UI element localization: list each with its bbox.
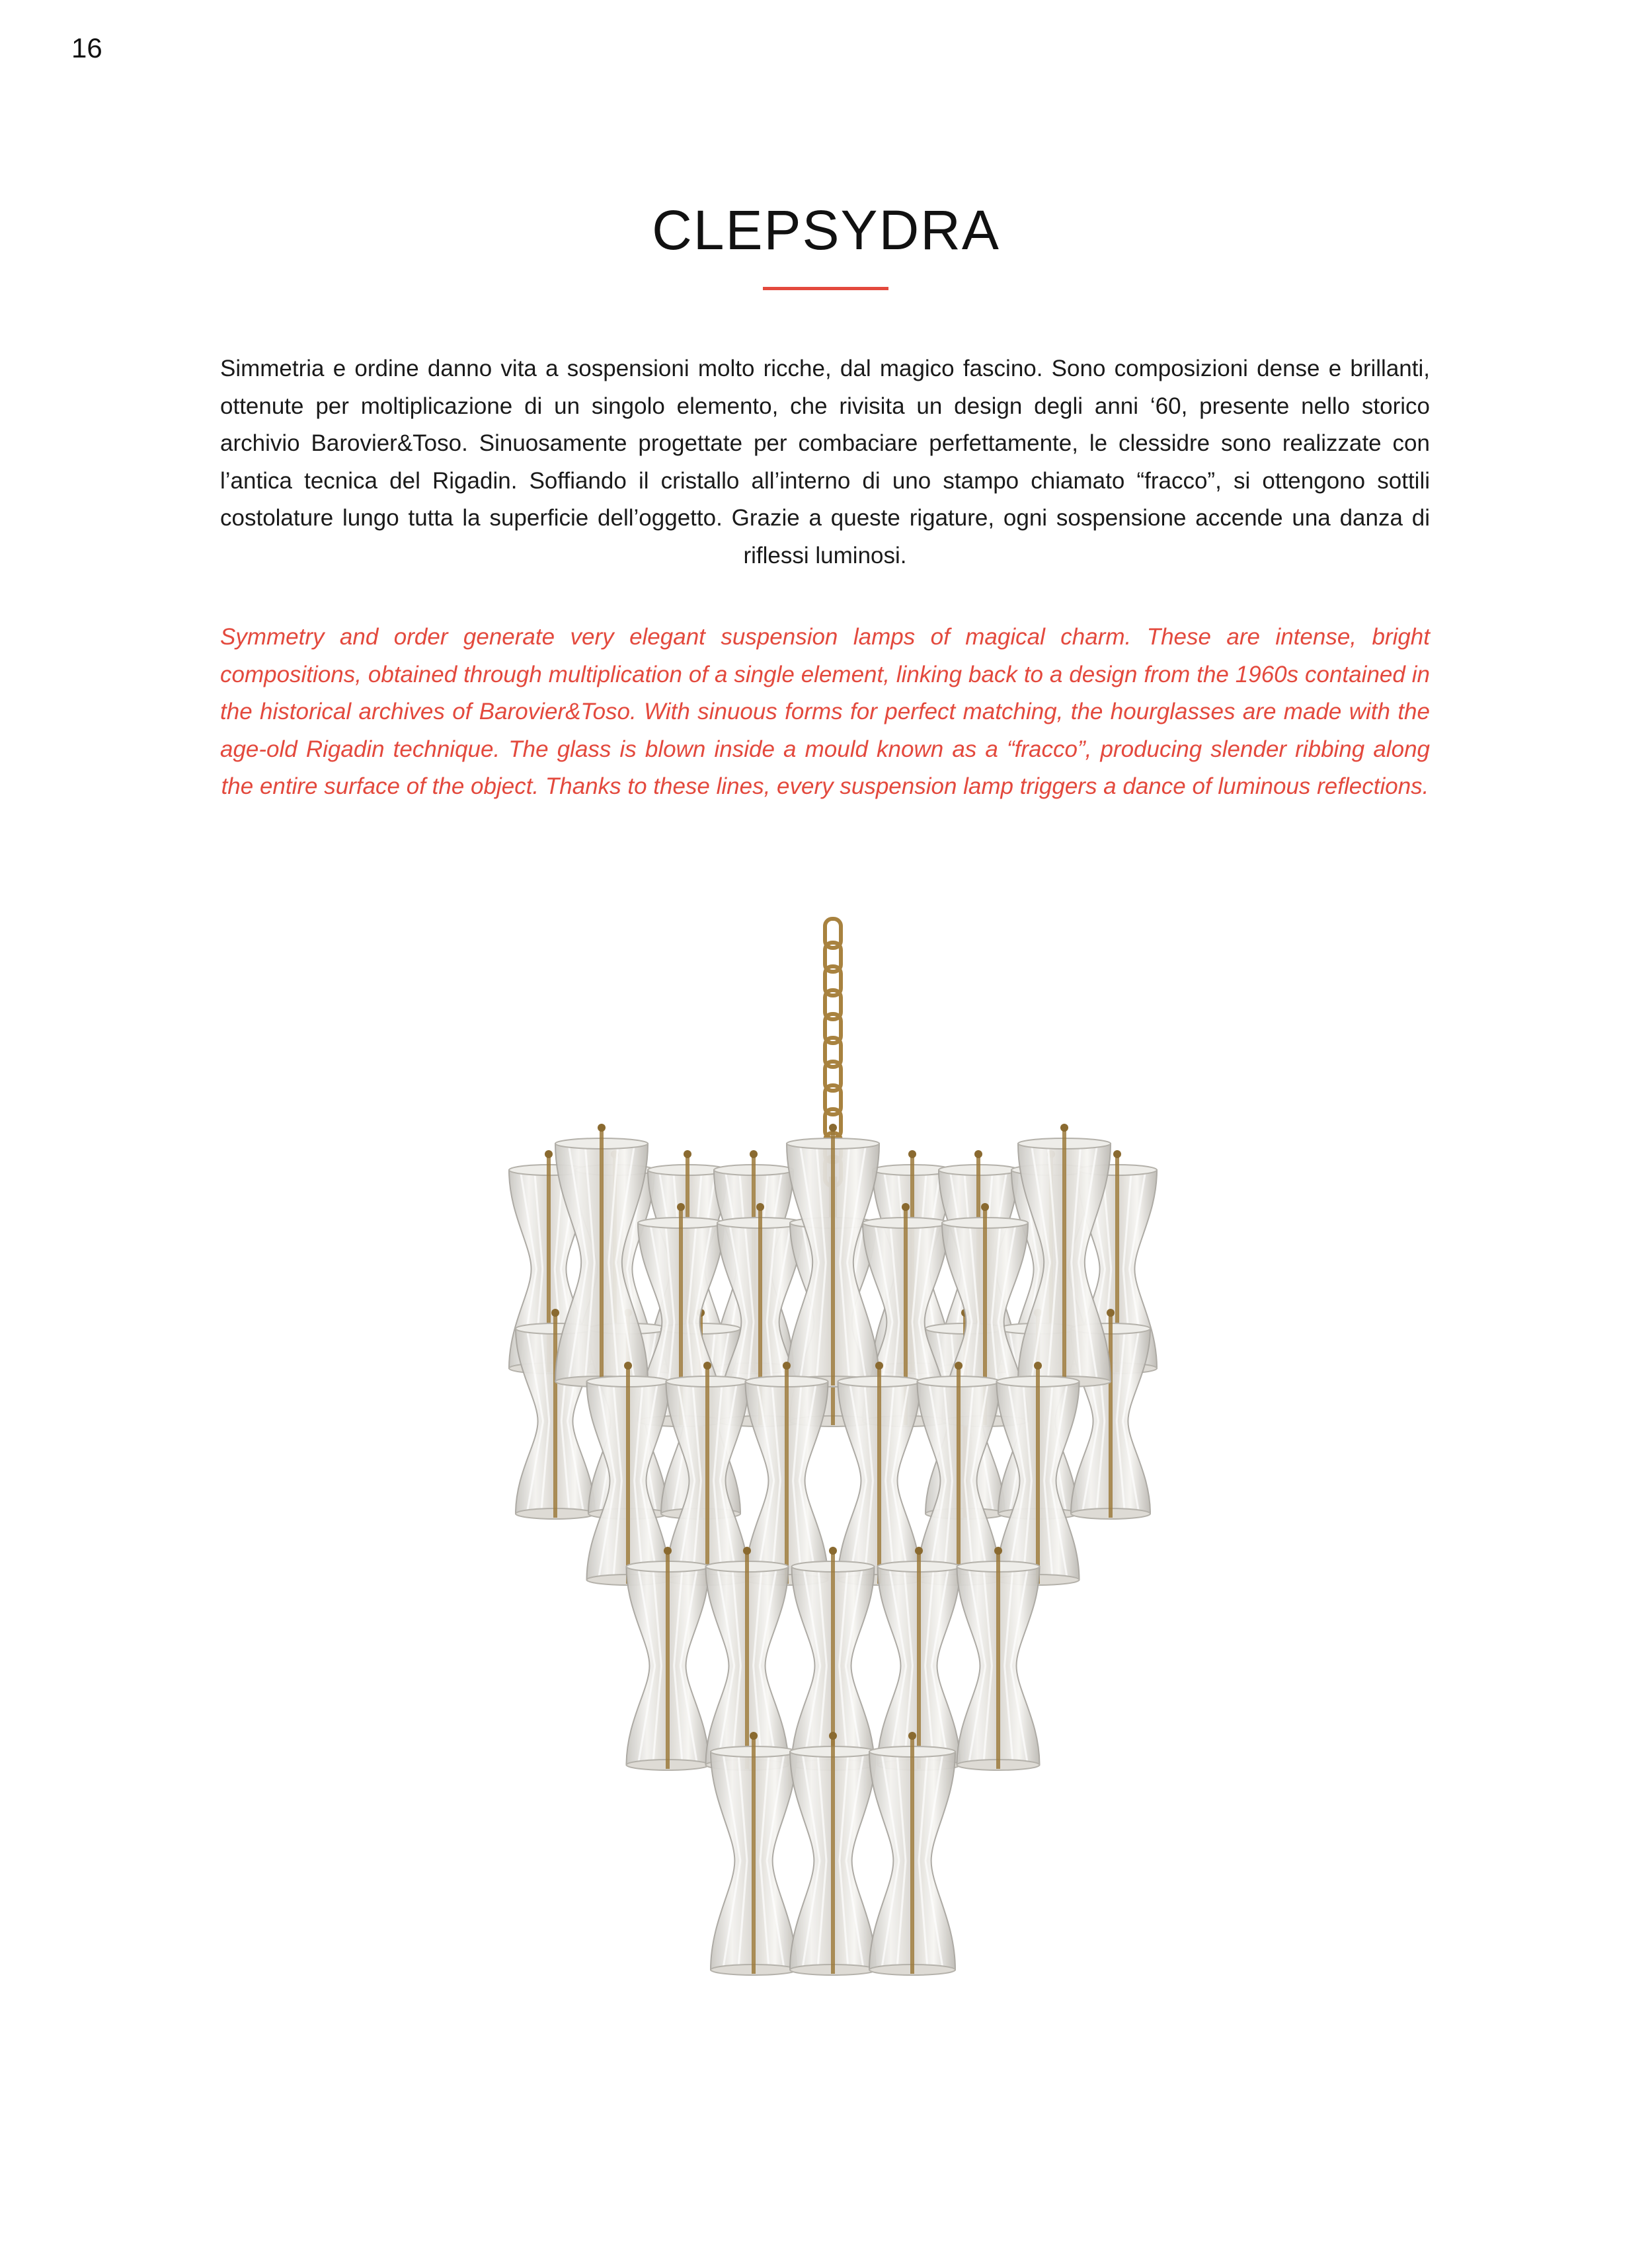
glass-elements [509,1124,1157,1975]
hourglass-element [878,1547,961,1770]
title-divider [763,287,888,290]
hourglass-element [790,1732,876,1975]
english-description: Symmetry and order generate very elegant suspension lamps of magical charm. These are intense, bright compositions, obtained through multiplication of a single element, linking back to a design from the 1960s contained in the historical archives of Barovier&Toso. With sinuous forms for perfect matching, the hourglasses are made with the age-old Rigadin technique. The glass is blown inside a mould known as a “fracco”, producing slender ribbing along the entire surface of the object. Thanks to these lines, every suspension lamp triggers a dance of luminous reflections. [220,624,1430,799]
hourglass-element [706,1547,789,1770]
hourglass-element [838,1362,921,1585]
italian-description: Simmetria e ordine danno vita a sospensioni molto ricche, dal magico fascino. Sono composizioni dense e brillanti, ottenute per moltiplicazione di un singolo elemento, che rivisita un design degli anni ‘60, presente nello storico archivio Barovier&Toso. Sinuosamente progettate per combaciare perfettamente, le clessidre sono realizzate con l’antica tecnica del Rigadin. Soffiando il cristallo all’interno di uno stampo chiamato “fracco”, si ottengono sottili costolature lungo tutta la superficie dell’oggetto. Grazie a queste rigature, ogni sospensione accende una danza di riflessi luminosi. [220,356,1430,568]
chandelier-photo [463,906,1203,2089]
hourglass-element [957,1547,1040,1770]
hourglass-element [869,1732,955,1975]
page-number: 16 [71,32,102,63]
hourglass-element [711,1732,797,1975]
hourglass-element [746,1362,828,1585]
page-title: CLEPSYDRA [652,199,1000,262]
hourglass-element [627,1547,709,1770]
